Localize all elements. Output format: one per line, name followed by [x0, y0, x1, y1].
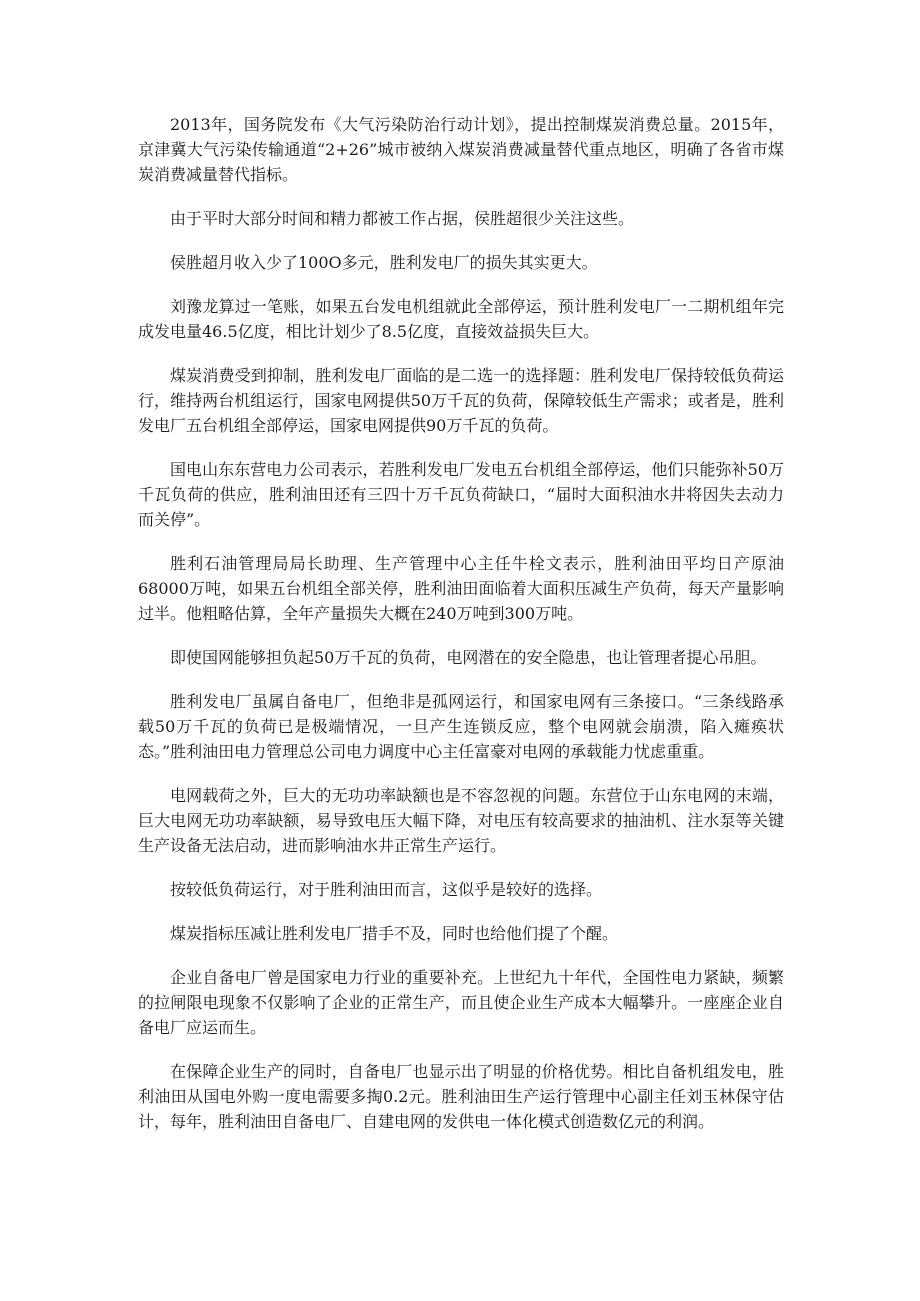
paragraph-6: 国电山东东营电力公司表示，若胜利发电厂发电五台机组全部停运，他们只能弥补50万千瓦负荷的供应，胜利油田还有三四十万千瓦负荷缺口，“届时大面积油水井将因失去动力而关停”。: [138, 460, 784, 529]
paragraph-11: 按较低负荷运行，对于胜利油田而言，这似乎是较好的选择。: [170, 880, 603, 899]
paragraph-7: 胜利石油管理局局长助理、生产管理中心主任牛栓文表示，胜利油田平均日产原油68000万吨，如果五台机组全部关停，胜利油田面临着大面积压减生产负荷，每天产量影响过半。他粗略估算，全年产量损失大概在240万吨到300万吨。: [138, 554, 784, 623]
paragraph-10: 电网载荷之外，巨大的无功功率缺额也是不容忽视的问题。东营位于山东电网的末端，巨大电网无功功率缺额，易导致电压大幅下降，对电压有较高要求的抽油机、注水泵等关键生产设备无法启动，进而影响油水井正常生产运行。: [138, 786, 784, 855]
paragraph-8: 即使国网能够担负起50万千瓦的负荷，电网潜在的安全隐患，也让管理者提心吊胆。: [170, 648, 767, 667]
paragraph-2: 由于平时大部分时间和精力都被工作占据，侯胜超很少关注这些。: [170, 209, 635, 228]
paragraph-1: 2013年，国务院发布《大气污染防治行动计划》，提出控制煤炭消费总量。2015年，京津冀大气污染传输通道“2+26”城市被纳入煤炭消费减量替代重点地区，明确了各省市煤炭消费减量替代指标。: [138, 115, 784, 184]
paragraph-3: 侯胜超月收入少了100O多元，胜利发电厂的损失其实更大。: [170, 253, 598, 272]
paragraph-14: 在保障企业生产的同时，自备电厂也显示出了明显的价格优势。相比自备机组发电，胜利油田从国电外购一度电需要多掏0.2元。胜利油田生产运行管理中心副主任刘玉林保守估计，每年，胜利油田自备电厂、自建电网的发供电一体化模式创造数亿元的利润。: [138, 1062, 784, 1131]
paragraph-5: 煤炭消费受到抑制，胜利发电厂面临的是二选一的选择题：胜利发电厂保持较低负荷运行，维持两台机组运行，国家电网提供50万千瓦的负荷，保障较低生产需求；或者是，胜利发电厂五台机组全部停运，国家电网提供90万千瓦的负荷。: [138, 366, 784, 435]
paragraph-9: 胜利发电厂虽属自备电厂，但绝非是孤网运行，和国家电网有三条接口。“三条线路承载50万千瓦的负荷已是极端情况，一旦产生连锁反应，整个电网就会崩溃，陷入瘫痪状态。”胜利油田电力管理总公司电力调度中心主任富豪对电网的承载能力忧虑重重。: [138, 692, 784, 761]
article-body: [138, 112, 784, 1153]
paragraph-4: 刘豫龙算过一笔账，如果五台发电机组就此全部停运，预计胜利发电厂一二期机组年完成发电量46.5亿度，相比计划少了8.5亿度，直接效益损失巨大。: [138, 297, 784, 341]
paragraph-12: 煤炭指标压减让胜利发电厂措手不及，同时也给他们提了个醒。: [170, 924, 619, 943]
paragraph-13: 企业自备电厂曾是国家电力行业的重要补充。上世纪九十年代，全国性电力紧缺，频繁的拉闸限电现象不仅影响了企业的正常生产，而且使企业生产成本大幅攀升。一座座企业自备电厂应运而生。: [138, 968, 784, 1037]
